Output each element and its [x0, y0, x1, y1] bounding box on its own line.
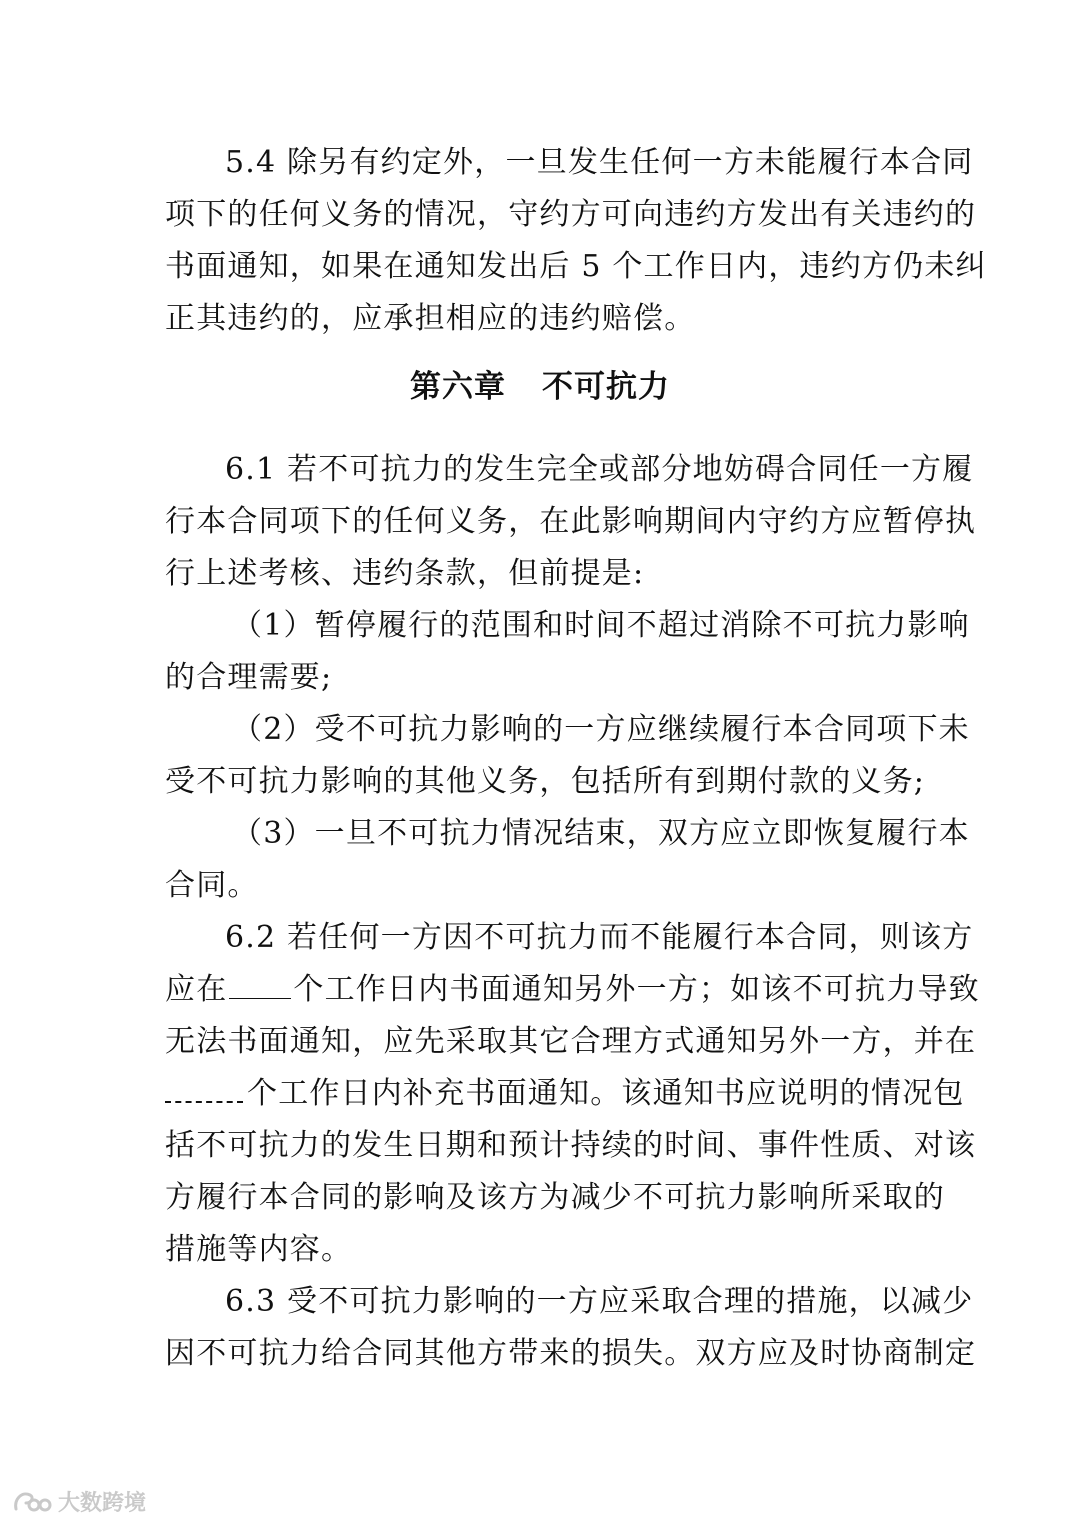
item-3-line-2: 合同。 — [165, 868, 259, 903]
fill-in-blank — [229, 972, 291, 999]
item-2-line-2: 受不可抗力影响的其他义务，包括所有到期付款的义务; — [165, 764, 926, 799]
section-6-1-line-2: 行本合同项下的任何义务，在此影响期间内守约方应暂停执 — [165, 504, 977, 539]
fill-in-blank-dashed — [165, 1083, 243, 1103]
chapter-title: 不可抗力 — [542, 369, 670, 405]
section-6-2-line-6: 方履行本合同的影响及该方为减少不可抗力影响所采取的 — [165, 1180, 945, 1215]
section-6-3-line-2: 因不可抗力给合同其他方带来的损失。双方应及时协商制定 — [165, 1336, 977, 1371]
section-6-2-line-1: 6.2 若任何一方因不可抗力而不能履行本合同，则该方 — [225, 920, 974, 955]
section-6-1-line-3: 行上述考核、违约条款，但前提是: — [165, 556, 645, 591]
item-1-line-2: 的合理需要; — [165, 660, 333, 695]
item-1-line-1: （1）暂停履行的范围和时间不超过消除不可抗力影响 — [232, 608, 970, 643]
section-6-2-line-5: 括不可抗力的发生日期和预计持续的时间、事件性质、对该 — [165, 1128, 977, 1163]
section-6-2-line-2-start: 应在 — [165, 972, 228, 1007]
watermark — [12, 1484, 146, 1518]
chapter-number: 第六章 — [410, 369, 506, 405]
section-5-4-line-2: 项下的任何义务的情况，守约方可向违约方发出有关违约的 — [165, 197, 977, 232]
section-6-3-line-1: 6.3 受不可抗力影响的一方应采取合理的措施，以减少 — [225, 1284, 974, 1319]
section-5-4-line-3: 书面通知，如果在通知发出后 5 个工作日内，违约方仍未纠 — [165, 249, 987, 284]
section-6-2-line-3: 无法书面通知，应先采取其它合理方式通知另外一方，并在 — [165, 1024, 977, 1059]
section-6-1-line-1: 6.1 若不可抗力的发生完全或部分地妨碍合同任一方履 — [225, 452, 974, 487]
section-6-2-line-4-text: 个工作日内补充书面通知。该通知书应说明的情况包 — [247, 1076, 965, 1111]
watermark-text: 大数跨境 — [58, 1490, 147, 1516]
section-5-4-line-4: 正其违约的，应承担相应的违约赔偿。 — [165, 301, 696, 336]
chapter-heading — [0, 357, 1080, 417]
section-5-4-line-1: 5.4 除另有约定外，一旦发生任何一方未能履行本合同 — [225, 145, 974, 180]
logo-mark-icon — [12, 1487, 52, 1515]
section-6-2-line-2-end: 个工作日内书面通知另外一方；如该不可抗力导致 — [293, 972, 980, 1007]
section-6-2-line-7: 措施等内容。 — [165, 1232, 353, 1267]
item-3-line-1: （3）一旦不可抗力情况结束，双方应立即恢复履行本 — [232, 816, 970, 851]
section-6-2-line-2 — [165, 960, 980, 1020]
section-6-2-line-4 — [165, 1064, 965, 1124]
item-2-line-1: （2）受不可抗力影响的一方应继续履行本合同项下未 — [232, 712, 970, 747]
